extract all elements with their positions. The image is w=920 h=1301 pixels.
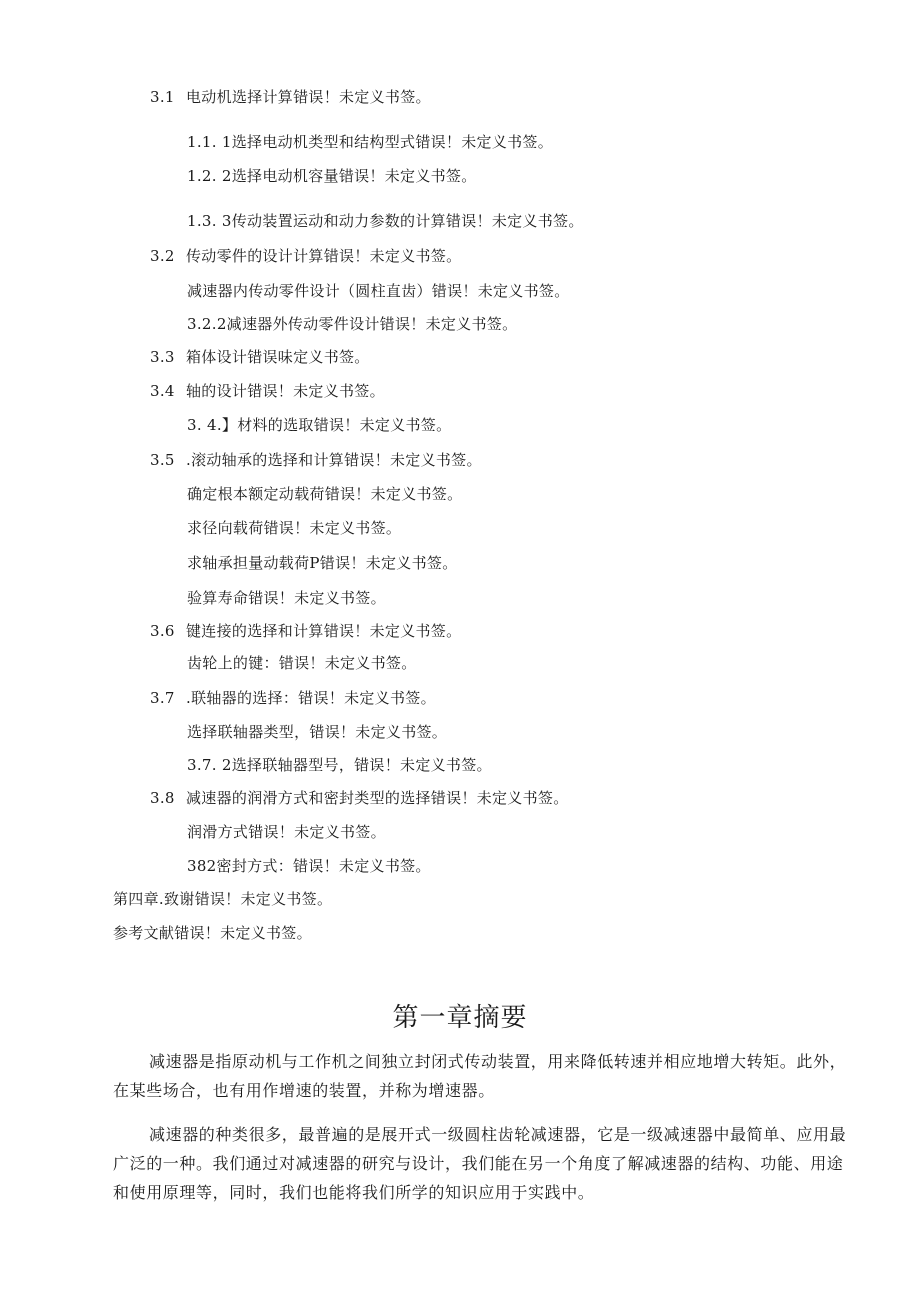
toc-text: 3. 4.】材料的选取错误！未定义书签。: [187, 416, 452, 434]
toc-entry[interactable]: [187, 166, 477, 186]
toc-entry[interactable]: [187, 415, 451, 435]
toc-text: 箱体设计错误味定义书签。: [186, 348, 370, 366]
toc-number: 3.7: [150, 689, 175, 707]
toc-entry[interactable]: [150, 688, 436, 708]
toc-number: 3.6: [150, 622, 175, 640]
toc-number: 3.1: [150, 88, 175, 106]
toc-entry[interactable]: [187, 211, 584, 231]
toc-text: 第四章.致谢错误！未定义书签。: [113, 890, 333, 908]
toc-number: 3.4: [150, 382, 175, 400]
chapter-title: 第一章摘要: [392, 1003, 528, 1033]
toc-text: 1.1. 1选择电动机类型和结构型式错误！未定义书签。: [187, 133, 554, 151]
toc-entry[interactable]: [187, 518, 401, 538]
toc-entry[interactable]: [150, 87, 431, 107]
toc-entry[interactable]: [187, 553, 458, 573]
toc-entry[interactable]: [150, 450, 482, 470]
toc-entry[interactable]: [150, 381, 385, 401]
toc-text: 润滑方式错误！未定义书签。: [187, 823, 386, 841]
toc-number: 3.5: [150, 451, 175, 469]
toc-entry[interactable]: [150, 246, 461, 266]
toc-entry[interactable]: [187, 588, 386, 608]
body-paragraph: 减速器是指原动机与工作机之间独立封闭式传动装置，用来降低转速并相应地增大转矩。此外，在某些场合，也有用作增速的装置，并称为增速器。: [113, 1052, 847, 1100]
toc-number: 3.3: [150, 348, 175, 366]
toc-entry[interactable]: [187, 314, 517, 334]
toc-entry[interactable]: [150, 621, 461, 641]
toc-entry[interactable]: [113, 923, 312, 943]
toc-text: 传动零件的设计计算错误！未定义书签。: [186, 247, 462, 265]
toc-text: 键连接的选择和计算错误！未定义书签。: [186, 622, 462, 640]
toc-text: 382密封方式：错误！未定义书签。: [187, 857, 431, 875]
toc-entry[interactable]: [187, 856, 431, 876]
toc-text: .联轴器的选择：错误！未定义书签。: [186, 689, 436, 707]
toc-entry[interactable]: [187, 281, 570, 301]
toc-text: .滚动轴承的选择和计算错误！未定义书签。: [186, 451, 482, 469]
toc-entry[interactable]: [187, 484, 462, 504]
toc-entry[interactable]: [187, 722, 447, 742]
toc-number: 3.8: [150, 789, 175, 807]
toc-text: 确定根本额定动载荷错误！未定义书签。: [187, 485, 463, 503]
toc-text: 轴的设计错误！未定义书签。: [186, 382, 385, 400]
toc-entry[interactable]: [150, 347, 370, 367]
toc-entry[interactable]: [150, 788, 569, 808]
toc-text: 3.2.2减速器外传动零件设计错误！未定义书签。: [187, 315, 518, 333]
toc-text: 求径向载荷错误！未定义书签。: [187, 519, 402, 537]
toc-text: 减速器的润滑方式和密封类型的选择错误！未定义书签。: [186, 789, 569, 807]
toc-text: 选择联轴器类型，错误！未定义书签。: [187, 723, 448, 741]
toc-text: 求轴承担量动载荷P错误！未定义书签。: [187, 554, 458, 572]
toc-entry[interactable]: [187, 822, 386, 842]
toc-entry[interactable]: [187, 132, 553, 152]
toc-entry[interactable]: [187, 653, 417, 673]
toc-text: 齿轮上的键：错误！未定义书签。: [187, 654, 417, 672]
toc-text: 验算寿命错误！未定义书签。: [187, 589, 386, 607]
toc-number: 3.2: [150, 247, 175, 265]
toc-text: 1.2. 2选择电动机容量错误！未定义书签。: [187, 167, 477, 185]
toc-text: 电动机选择计算错误！未定义书签。: [186, 88, 431, 106]
toc-entry[interactable]: [113, 889, 332, 909]
toc-text: 3.7. 2选择联轴器型号，错误！未定义书签。: [187, 756, 492, 774]
toc-text: 减速器内传动零件设计（圆柱直齿）错误！未定义书签。: [187, 282, 570, 300]
toc-entry[interactable]: [187, 755, 492, 775]
toc-text: 参考文献错误！未定义书签。: [113, 924, 312, 942]
body-paragraph: 减速器的种类很多，最普遍的是展开式一级圆柱齿轮减速器，它是一级减速器中最简单、应用最广泛的一种。我们通过对减速器的研究与设计，我们能在另一个角度了解减速器的结构、功能、用途和使用原理等，同时，我们也能将我们所学的知识应用于实践中。: [113, 1125, 847, 1202]
toc-text: 1.3. 3传动装置运动和动力参数的计算错误！未定义书签。: [187, 212, 584, 230]
